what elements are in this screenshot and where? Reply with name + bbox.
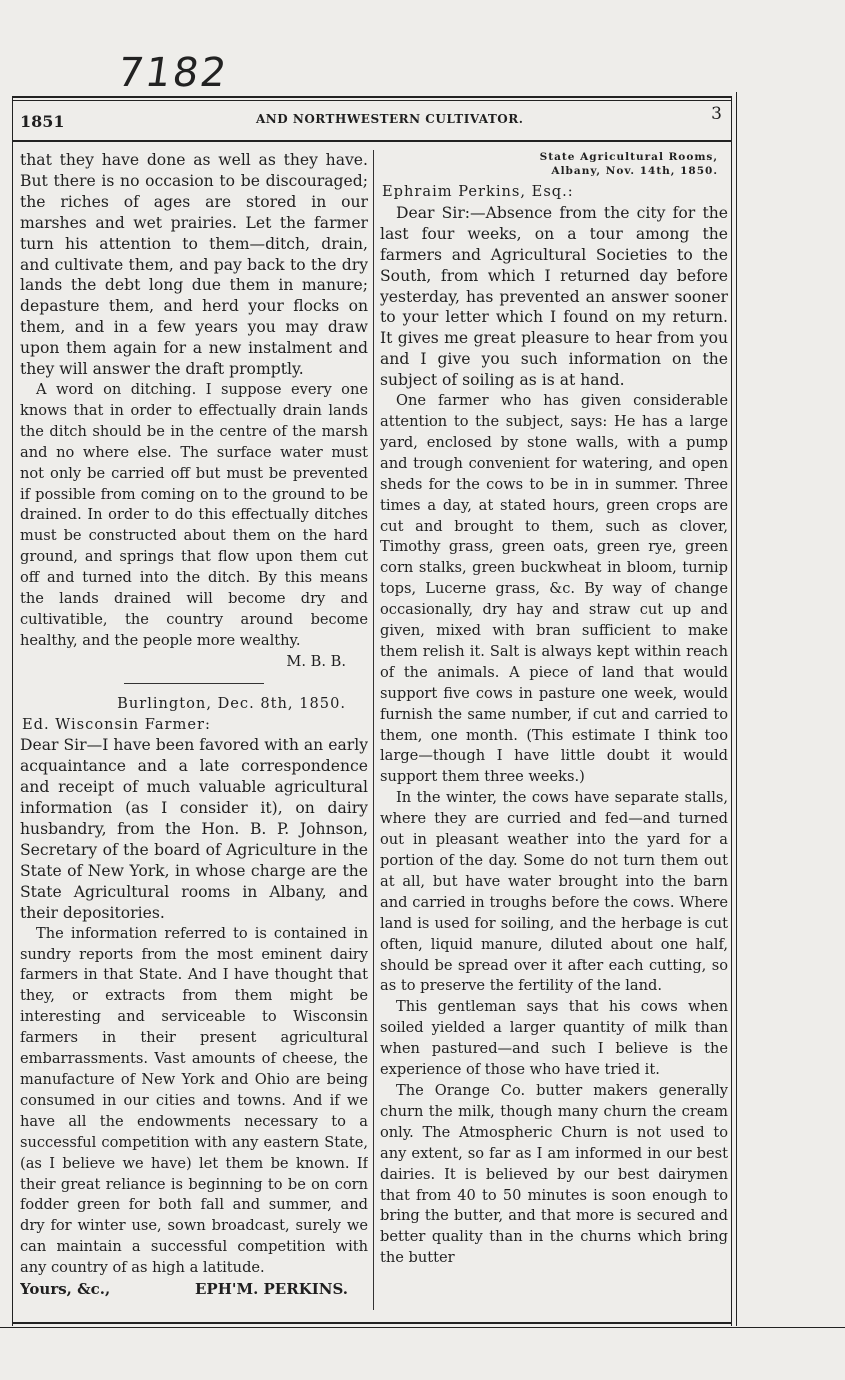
- left-paragraph-4: The information referred to is contained in sundry reports from the most eminent dairy farmers in that State. And I have thought that they, or extracts from them might be interesting and serviceable to Wisconsin farmers in their present agricultural embarrassments. Vast amounts of cheese, the manufacture of New York and Ohio are being consumed in our cities and towns. And if we have all the endowments necessary to a successful competition with any eastern State, (as I believe we have) let them be known. If their great reliance is beginning to be on corn fodder green for both fall and summer, and dry for winter use, sown broadcast, surely we can maintain a successful competition with any country of as high a latitude.: [20, 924, 368, 1277]
- header-rule-second: [12, 100, 732, 101]
- footer-rule: [12, 1322, 732, 1324]
- frame-right-rule: [731, 96, 732, 1326]
- right-column: [380, 150, 728, 1312]
- right-paragraph-1: Dear Sir:—Absence from the city for the last four weeks, on a tour among the farmers and Agricultural Societies to the South, from which I returned day before yesterday, has prevented an answer sooner to your letter which I found on my return. It gives me great pleasure to hear from you and I give you such information on the subject of soiling as is at hand.: [380, 203, 728, 390]
- letter-dateline: Burlington, Dec. 8th, 1850.: [117, 694, 346, 712]
- handwritten-catalog-number: 7182: [114, 50, 232, 96]
- frame-left-rule: [12, 96, 13, 1326]
- closing-yours: Yours, &c.,: [20, 1280, 111, 1299]
- header-rule-bottom: [12, 140, 732, 142]
- closing-signature: EPH'M. PERKINS.: [195, 1280, 348, 1299]
- page-number: 3: [711, 104, 722, 124]
- page-year: 1851: [20, 112, 65, 131]
- left-paragraph-1: that they have done as well as they have. But there is no occasion to be discouraged; the riches of ages are stored in our marshes and wet prairies. Let the farmer turn his attention to them—ditch, drain, and cultivate them, and pay back to the dry lands the debt long due them in manure; depasture them, and herd your flocks on them, and in a few years you may draw upon them again for a new instalment and they will answer the draft promptly.: [20, 151, 368, 379]
- letter-location: [380, 150, 728, 178]
- right-paragraph-3: In the winter, the cows have separate stalls, where they are curried and fed—and turned out in pleasant weather into the yard for a portion of the day. Some do not turn them out at all, but have water brought into the barn and carried in troughs before the cows. Where land is used for soiling, and the herbage is cut often, liquid manure, diluted about one half, should be spread over it after each cutting, so as to preserve the fertility of the land.: [380, 789, 728, 995]
- left-paragraph-2: A word on ditching. I suppose every one knows that in order to effectually drain lands the ditch should be in the centre of the marsh and no where else. The surface water must not only be carried off but must be prevented if possible from coming on to the ground to be drained. In order to do this effectually ditches must be constructed about them on the hard ground, and springs that flow upon them cut off and turned into the ditch. By this means the lands drained will become dry and cultivatible, the country around become healthy, and the people more wealthy.: [20, 380, 368, 649]
- right-paragraph-2: One farmer who has given considerable attention to the subject, says: He has a large yard, enclosed by stone walls, with a pump and trough convenient for watering, and open sheds for the cows to be in in summer. Three times a day, at stated hours, green crops are cut and brought to them, such as clover, Timothy grass, green oats, green rye, green corn stalks, green buckwheat in bloom, turnip tops, Lucerne grass, &c. By way of change occasionally, dry hay and straw cut up and given, mixed with bran sufficient to make them relish it. Salt is always kept within reach of the animals. A piece of land that would support five cows in pasture one week, would furnish the same number, if cut and carried to them, one month. (This estimate I think too large—though I have little doubt it would support them three weeks.): [380, 392, 728, 786]
- article-separator: [124, 683, 264, 684]
- letter-salutation: Ed. Wisconsin Farmer:: [22, 715, 211, 733]
- frame-right-rule-outer: [736, 92, 737, 1326]
- right-paragraph-4: This gentleman says that his cows when soiled yielded a larger quantity of milk than when pastured—and such I believe is the experience of those who have tried it.: [380, 998, 728, 1079]
- page-header: [20, 104, 722, 134]
- footer-rule-outer: [0, 1327, 845, 1328]
- running-title: AND NORTHWESTERN CULTIVATOR.: [256, 112, 524, 126]
- column-divider: [373, 150, 374, 1310]
- letter-location-line-2: Albany, Nov. 14th, 1850.: [551, 165, 718, 177]
- letter-location-line-1: State Agricultural Rooms,: [539, 151, 718, 163]
- signature-mbb: M. B. B.: [286, 652, 346, 670]
- header-rule-top: [12, 96, 732, 98]
- right-paragraph-5: The Orange Co. butter makers generally churn the milk, though many churn the cream only. The Atmospheric Churn is not used to any extent, so far as I am informed in our best dairies. It is believed by our best dairymen that from 40 to 50 minutes is soon enough to bring the butter, and that more is secured and better quality than in the churns which bring the butter: [380, 1081, 728, 1267]
- letter-closing: [20, 1279, 368, 1300]
- left-paragraph-3: Dear Sir—I have been favored with an early acquaintance and a late correspondence and receipt of much valuable agricultural information (as I consider it), on dairy husbandry, from the Hon. B. P. Johnson, Secretary of the board of Agriculture in the State of New York, in whose charge are the State Agricultural rooms in Albany, and their depositories.: [20, 736, 368, 922]
- letter-addressee: Ephraim Perkins, Esq.:: [382, 183, 574, 200]
- left-column: [20, 150, 368, 1312]
